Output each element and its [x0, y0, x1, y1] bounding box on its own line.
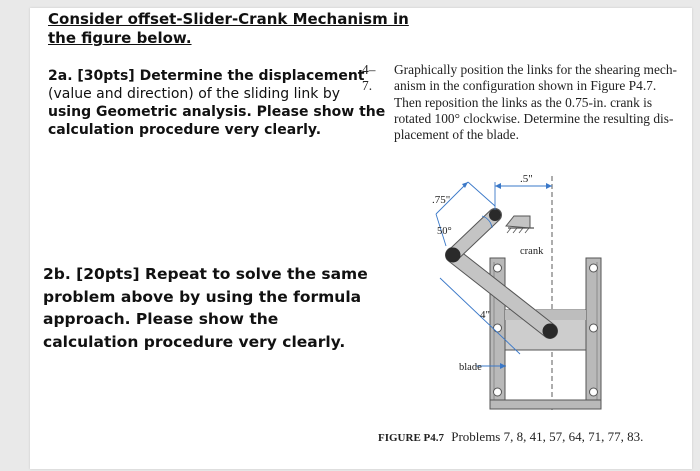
problem-line: Graphically position the links for the shearing mech- — [394, 62, 677, 77]
crank-label: crank — [520, 246, 544, 257]
coupler-length-label: 4" — [480, 309, 490, 321]
dimension-arrow — [495, 183, 501, 189]
question-2a-line: (value and direction) of the sliding link by — [48, 86, 341, 102]
crank-length-label: .75" — [432, 194, 451, 206]
figure-caption — [378, 429, 643, 445]
crank-ground-joint — [489, 209, 501, 221]
question-2a-line: calculation procedure very clearly. — [48, 122, 322, 138]
heading-line: the figure below. — [48, 29, 192, 47]
question-2a-line: using Geometric analysis. Please show the — [48, 104, 386, 120]
problem-line: rotated 100° clockwise. Determine the resulting dis- — [394, 110, 674, 126]
problem-number: 4–7. — [362, 62, 376, 94]
crank-coupler-joint — [446, 248, 461, 263]
coupler-blade-joint — [543, 324, 558, 339]
figure-caption-text: Problems 7, 8, 41, 57, 64, 71, 77, 83. — [451, 429, 644, 444]
question-2b-line: approach. Please show the — [43, 310, 279, 328]
problem-line: placement of the blade. — [394, 127, 519, 143]
question-2b-line: calculation procedure very clearly. — [43, 332, 346, 351]
question-2a-line: 2a. [30pts] Determine the displacement — [48, 68, 365, 84]
crank-link — [453, 215, 495, 255]
question-2b-line: problem above by using the formula — [43, 287, 362, 306]
crank-angle-label: 50° — [437, 226, 452, 237]
mechanism-figure — [410, 170, 610, 418]
ground-pivot — [506, 216, 534, 233]
question-2b-line: 2b. [20pts] Repeat to solve the same — [43, 265, 368, 283]
figure-caption-label: FIGURE P4.7 — [378, 432, 444, 444]
offset-label: .5" — [520, 173, 533, 185]
heading-line: Consider offset-Slider-Crank Mechanism in — [48, 10, 409, 28]
problem-line: Then reposition the links as the 0.75-in. crank is — [394, 94, 653, 110]
question-2b — [43, 263, 368, 353]
page-heading — [48, 10, 409, 48]
problem-line: anism in the configuration shown in Figure P4.7. — [394, 78, 657, 94]
blade-label: blade — [459, 362, 482, 373]
dimension-arrow — [546, 183, 552, 189]
